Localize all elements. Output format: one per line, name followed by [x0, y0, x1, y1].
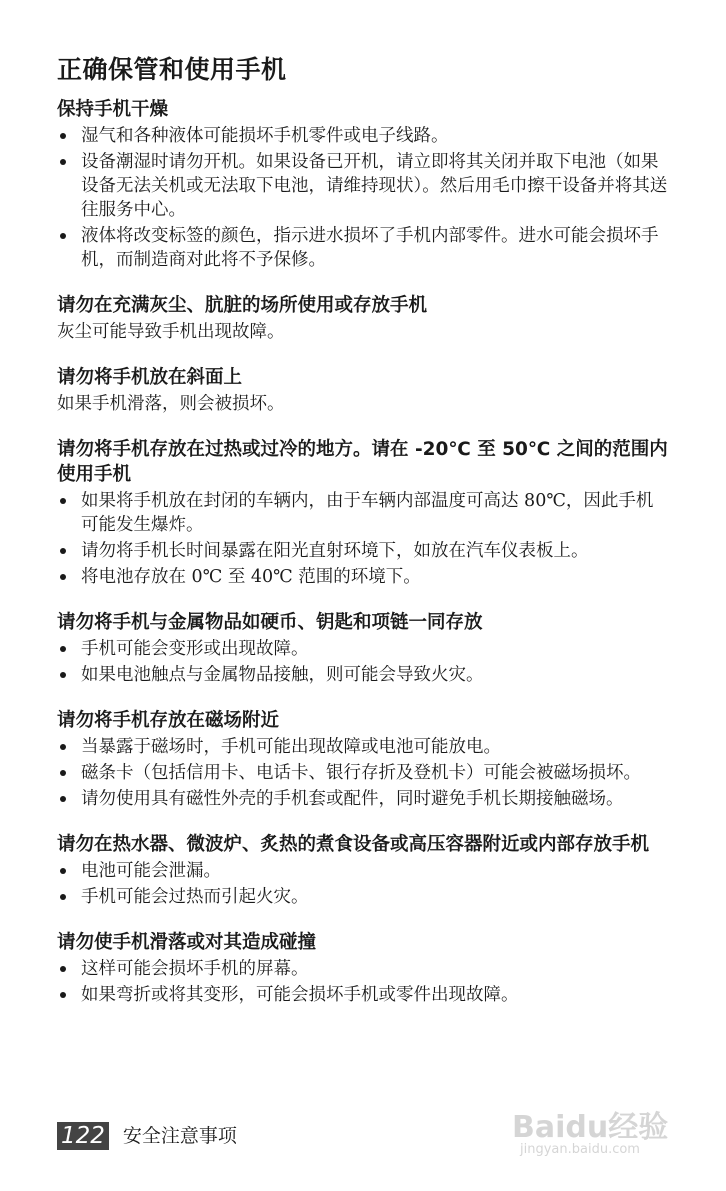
bullet-list: [57, 489, 669, 589]
document-page: [57, 52, 669, 1028]
page-number: 122: [57, 1122, 109, 1150]
footer-section-label: 安全注意事项: [122, 1125, 237, 1147]
list-item: 将电池存放在 0℃ 至 40℃ 范围的环境下。: [57, 565, 669, 589]
list-item: 请勿使用具有磁性外壳的手机套或配件，同时避免手机长期接触磁场。: [57, 787, 669, 811]
list-item: 手机可能会变形或出现故障。: [57, 637, 669, 661]
section-heading: 请勿将手机与金属物品如硬币、钥匙和项链一同存放: [57, 612, 483, 633]
list-item: 如果弯折或将其变形，可能会损坏手机或零件出现故障。: [57, 983, 669, 1007]
section-heading: 请勿将手机存放在磁场附近: [57, 710, 280, 731]
watermark-url: jingyan.baidu.com: [520, 1142, 640, 1157]
bullet-list: [57, 637, 669, 687]
list-item: 湿气和各种液体可能损坏手机零件或电子线路。: [57, 124, 669, 148]
list-item: 如果将手机放在封闭的车辆内，由于车辆内部温度可高达 80℃，因此手机可能发生爆炸。: [57, 489, 669, 537]
section-metal: [57, 610, 669, 687]
page-title: 正确保管和使用手机: [57, 55, 287, 84]
section-heading: 请勿在热水器、微波炉、炙热的煮食设备或高压容器附近或内部存放手机: [57, 834, 650, 855]
list-item: 如果电池触点与金属物品接触，则可能会导致火灾。: [57, 663, 669, 687]
list-item: 当暴露于磁场时，手机可能出现故障或电池可能放电。: [57, 735, 669, 759]
list-item: 电池可能会泄漏。: [57, 859, 669, 883]
section-heading: 请勿在充满灰尘、肮脏的场所使用或存放手机: [57, 295, 428, 316]
section-drop: [57, 930, 669, 1007]
section-text: 灰尘可能导致手机出现故障。: [57, 322, 285, 342]
section-heading: 请勿将手机存放在过热或过冷的地方。请在 -20℃ 至 50℃ 之间的范围内使用手机: [57, 439, 668, 485]
section-heading: 请勿使手机滑落或对其造成碰撞: [57, 932, 317, 953]
section-text: 如果手机滑落，则会被损坏。: [57, 394, 285, 414]
bullet-list: [57, 859, 669, 909]
section-slope: [57, 365, 669, 416]
list-item: 液体将改变标签的颜色，指示进水损坏了手机内部零件。进水可能会损坏手机，而制造商对此将不予保修。: [57, 224, 669, 272]
page-footer: [57, 1122, 237, 1150]
section-heading: 请勿将手机放在斜面上: [57, 367, 243, 388]
bullet-list: [57, 124, 669, 272]
list-item: 这样可能会损坏手机的屏幕。: [57, 957, 669, 981]
baidu-watermark-logo: [512, 1102, 702, 1164]
list-item: 设备潮湿时请勿开机。如果设备已开机，请立即将其关闭并取下电池（如果设备无法关机或无法取下电池，请维持现状）。然后用毛巾擦干设备并将其送往服务中心。: [57, 150, 669, 222]
section-keep-dry: [57, 97, 669, 272]
watermark-brand: Baidu经验: [512, 1110, 669, 1145]
section-temperature: [57, 437, 669, 589]
bullet-list: [57, 957, 669, 1007]
section-dust: [57, 293, 669, 344]
section-heat-sources: [57, 832, 669, 909]
section-magnetic: [57, 708, 669, 811]
list-item: 请勿将手机长时间暴露在阳光直射环境下，如放在汽车仪表板上。: [57, 539, 669, 563]
bullet-list: [57, 735, 669, 811]
list-item: 手机可能会过热而引起火灾。: [57, 885, 669, 909]
list-item: 磁条卡（包括信用卡、电话卡、银行存折及登机卡）可能会被磁场损坏。: [57, 761, 669, 785]
section-heading: 保持手机干燥: [57, 99, 169, 120]
